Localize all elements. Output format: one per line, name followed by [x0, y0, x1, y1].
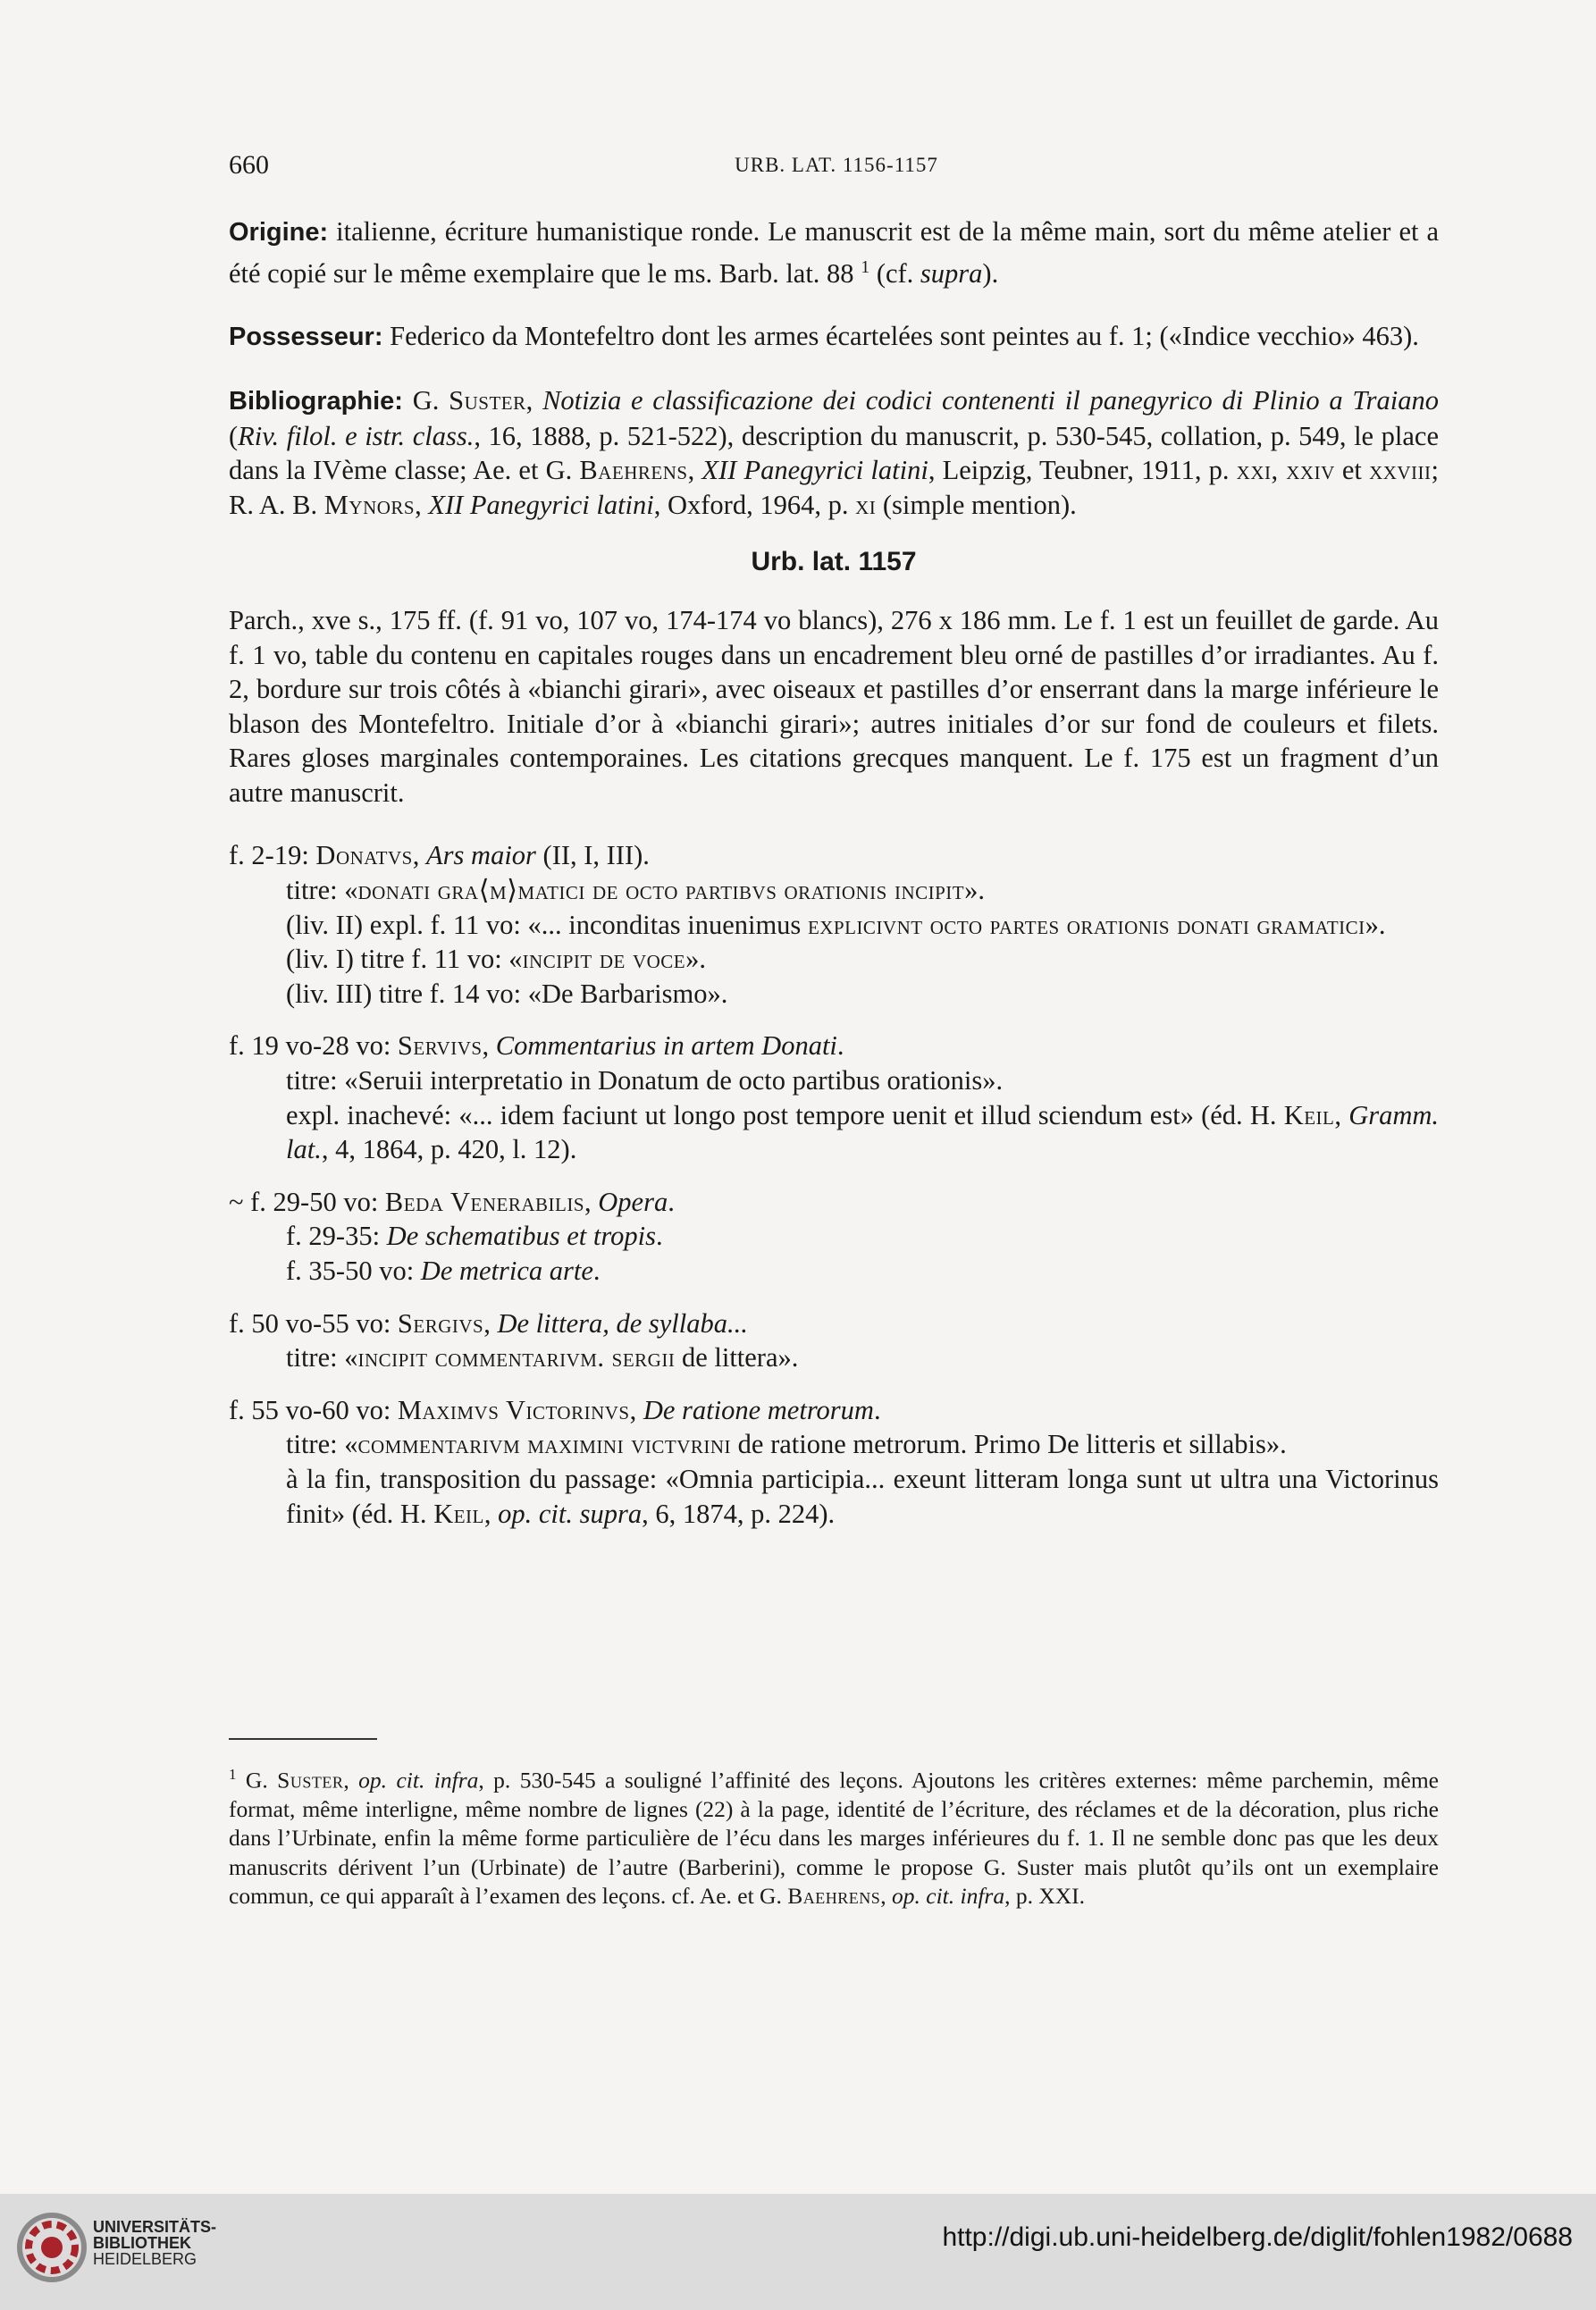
entry-heading: f. 50 vo-55 vo: Sergivs, De littera, de syllaba...	[229, 1307, 748, 1339]
main-text	[229, 214, 1439, 1531]
entry-servius	[229, 1029, 1439, 1166]
source-url-link[interactable]: http://digi.ub.uni-heidelberg.de/diglit/fohlen1982/0688	[942, 2222, 1573, 2252]
footnote-divider	[229, 1738, 377, 1740]
footer-bar	[0, 2194, 1596, 2310]
bibliographie-paragraph: Bibliographie: G. Suster, Notizia e classificazione dei codici contenenti il panegyrico di Plinio a Traiano (Riv. filol. e istr. class., 16, 1888, p. 521-522), description du manuscrit, p. 530-545, collation, p. 549, le place dans la IVème classe; Ae. et G. Baehrens, XII Panegyrici latini, Leipzig, Teubner, 1911, p. xxi, xxiv et xxviii; R. A. B. Mynors, XII Panegyrici latini, Oxford, 1964, p. xi (simple mention).	[229, 384, 1440, 520]
entry-titre: titre: «commentarivm maximini victvrini de ratione metrorum. Primo De litteris et sillabis».	[286, 1429, 1287, 1460]
entry-heading: f. 2-19: Donatvs, Ars maior (II, I, III).	[229, 840, 650, 871]
possesseur-label: Possesseur:	[229, 323, 383, 352]
origine-paragraph: Origine: italienne, écriture humanistique ronde. Le manuscrit est de la même main, sort du même atelier et a été copié sur le même exemplaire que le ms. Barb. lat. 88 $^1$ (cf. supra).	[229, 216, 1439, 289]
possesseur-paragraph: Possesseur: Federico da Montefeltro dont les armes écartelées sont peintes au f. 1; («Indice vecchio» 463).	[229, 321, 1419, 352]
page-number: 660	[229, 150, 269, 180]
origine-label: Origine:	[229, 218, 329, 247]
entry-sub: f. 35-50 vo: De metrica arte.	[286, 1256, 601, 1286]
footnotes	[229, 1760, 1439, 1911]
entry-titre: titre: «incipit commentarivm. sergii de littera».	[286, 1342, 799, 1373]
entry-donatus	[229, 838, 1439, 1011]
entry-sub: f. 29-35: De schematibus et tropis.	[286, 1221, 663, 1252]
footnote-1: $^1$ G. Suster, op. cit. infra, p. 530-545 a souligné l’affinité des leçons. Ajoutons les critères externes: même parchemin, même format, même interligne, même nombre de lignes (22) à la page, identité de l’écriture, des réclames et de la décoration, plus riche dans l’Urbinate, enfin la même forme particulière de l’écu dans les marges inférieures du f. 1. Il ne semble donc pas que les deux manuscrits dérivent l’un (Urbinate) de l’autre (Barberini), comme le propose G. Suster mais plutôt qu’ils ont un exemplaire commun, ce qui apparaît à l’examen des leçons. cf. Ae. et G. Baehrens, op. cit. infra, p. XXI.	[229, 1766, 1439, 1910]
entry-beda	[229, 1185, 1439, 1289]
entry-liv1: (liv. I) titre f. 11 vo: «incipit de voce».	[286, 944, 707, 975]
bibliographie-label: Bibliographie:	[229, 386, 403, 416]
entry-note: à la fin, transposition du passage: «Omnia participia... exeunt litteram longa sunt ut ultra una Victorinus finit» (éd. H. Keil, op. cit. supra, 6, 1874, p. 224).	[286, 1463, 1439, 1529]
entry-heading: f. 19 vo-28 vo: Servivs, Commentarius in artem Donati.	[229, 1030, 844, 1062]
running-head	[229, 150, 1444, 189]
entry-explicit: (liv. II) expl. f. 11 vo: «... inconditas inuenimus explicivnt octo partes orationis donati gramatici».	[286, 909, 1386, 940]
entry-victorinus	[229, 1393, 1439, 1531]
description-paragraph: Parch., xve s., 175 ff. (f. 91 vo, 107 vo, 174-174 vo blancs), 276 x 186 mm. Le f. 1 est un feuillet de garde. Au f. 1 vo, table du contenu en capitales rouges dans un encadrement bleu orné de pastilles d’or irradiantes. Au f. 2, bordure sur trois côtés à «bianchi girari», avec oiseaux et pastilles d’or enserrant dans la marge inférieure le blason des Montefeltro. Initiale d’or à «bianchi girari»; autres initiales d’or sur fond de couleurs et filets. Rares gloses marginales contemporaines. Les citations grecques manquent. Le f. 175 est un fragment d’un autre manuscrit.	[229, 604, 1439, 808]
entry-liv3: (liv. III) titre f. 14 vo: «De Barbarismo».	[286, 978, 728, 1009]
entry-sergius	[229, 1306, 1439, 1375]
running-title: URB. LAT. 1156-1157	[735, 154, 938, 176]
entry-titre: titre: «Seruii interpretatio in Donatum de octo partibus orationis».	[286, 1065, 1004, 1096]
footnote-ref: 1	[861, 256, 870, 277]
library-name: UNIVERSITÄTS- BIBLIOTHEK HEIDELBERG	[93, 2218, 217, 2268]
section-title: Urb. lat. 1157	[751, 547, 917, 577]
university-seal-icon	[16, 2212, 88, 2283]
entry-heading: ~ f. 29-50 vo: Beda Venerabilis, Opera.	[229, 1186, 675, 1217]
entry-explicit: expl. inachevé: «... idem faciunt ut longo post tempore uenit et illud sciendum est» (éd. H. Keil, Gramm. lat., 4, 1864, p. 420, l. 12).	[286, 1099, 1440, 1165]
entry-heading: f. 55 vo-60 vo: Maximvs Victorinvs, De ratione metrorum.	[229, 1394, 881, 1425]
entry-titre: titre: «donati gra⟨m⟩matici de octo partibvs orationis incipit».	[286, 875, 985, 906]
